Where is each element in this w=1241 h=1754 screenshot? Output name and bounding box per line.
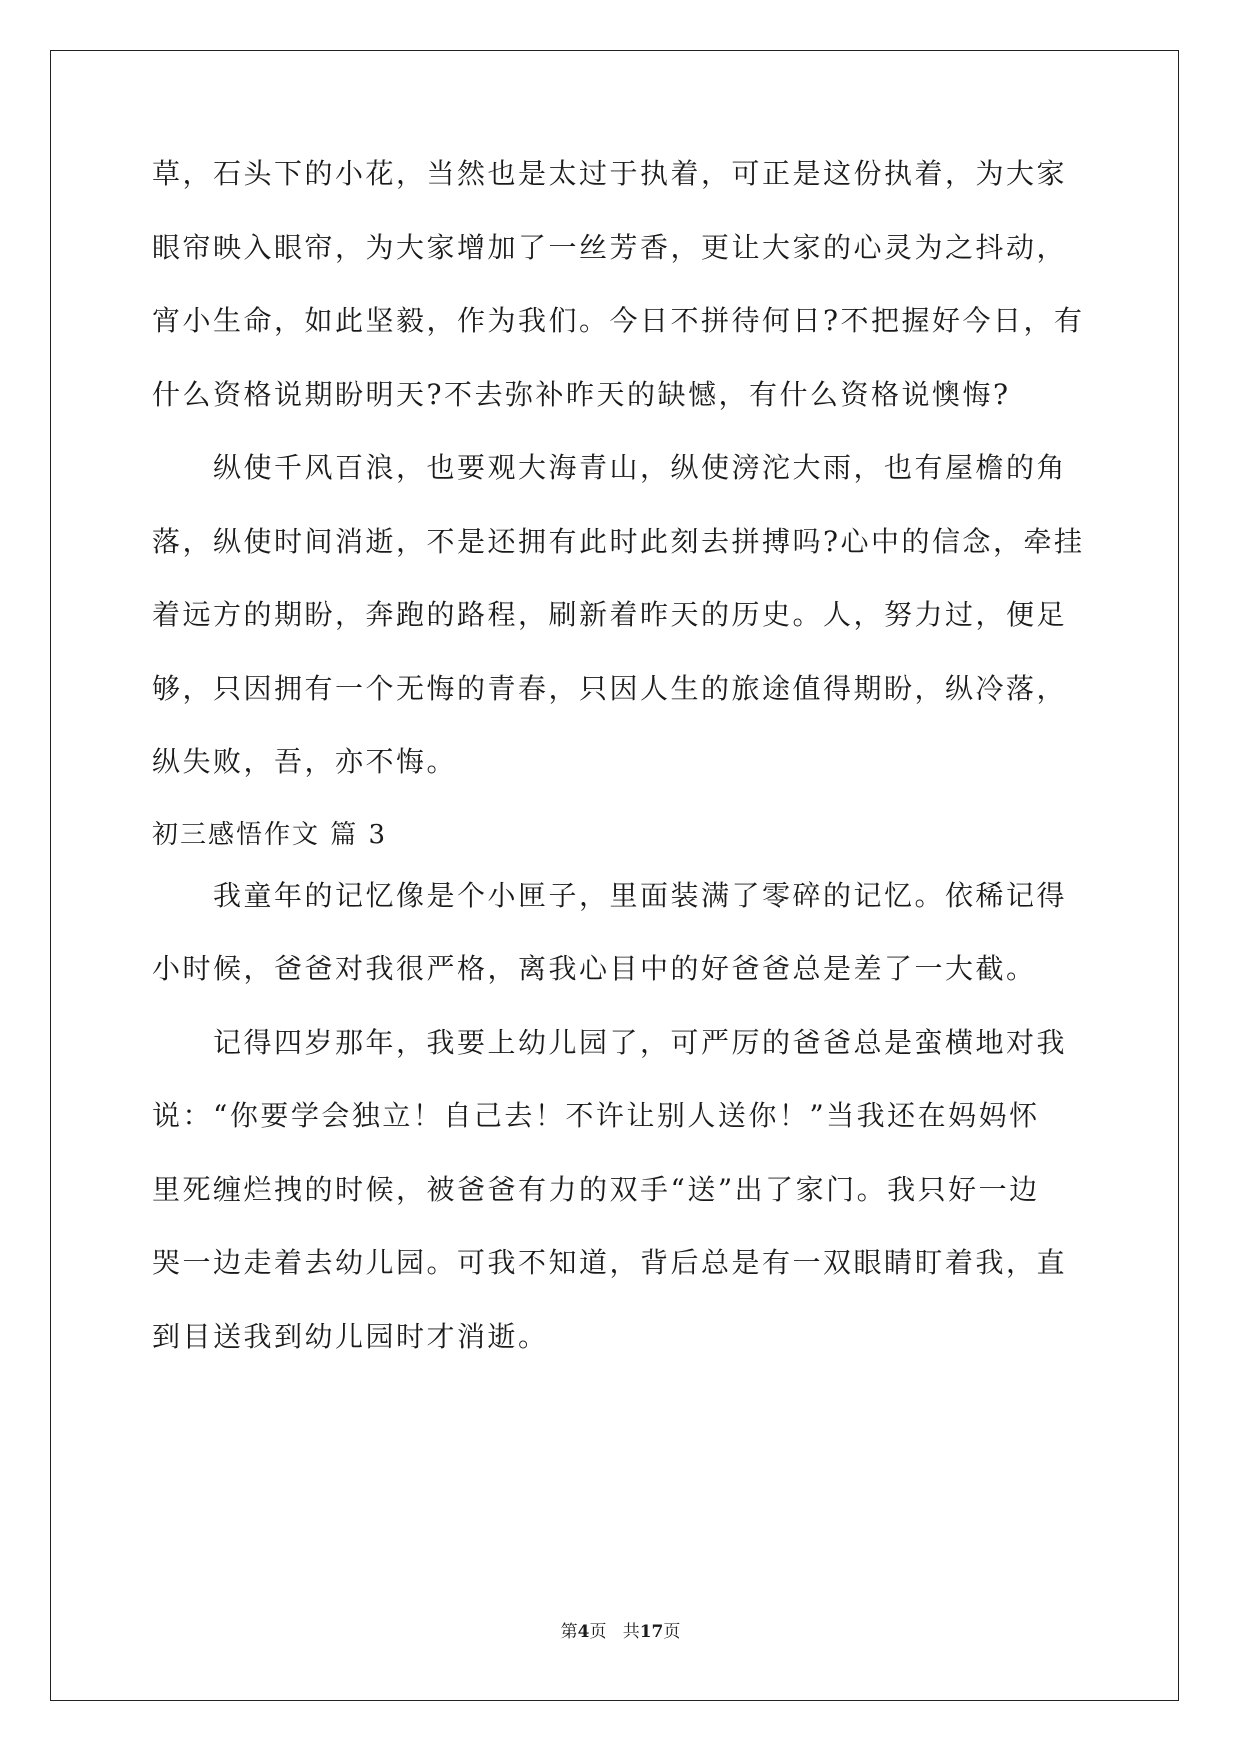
text-line: 落，纵使时间消逝，不是还拥有此时此刻去拼搏吗?心中的信念，牵挂 [152,524,1085,558]
text-line: 我童年的记忆像是个小匣子，里面装满了零碎的记忆。依稀记得 [152,878,1068,912]
footer-total-label: 页 [663,1622,681,1642]
section-heading: 初三感悟作文 篇 3 [152,819,388,850]
text-line: 眼帘映入眼帘，为大家增加了一丝芳香，更让大家的心灵为之抖动， [152,230,1068,264]
text-line: 宵小生命，如此坚毅，作为我们。今日不拼待何日?不把握好今日，有 [152,304,1085,337]
text-line: 哭一边走着去幼儿园。可我不知道，背后总是有一双眼睛盯着我，直 [152,1246,1068,1279]
text-line: 里死缠烂拽的时候，被爸爸有力的双手“送”出了家门。我只好一边 [152,1172,1040,1206]
text-line: 草，石头下的小花，当然也是太过于执着，可正是这份执着，为大家 [152,157,1068,190]
footer-total-pages: 17 [639,1622,664,1642]
text-line: 什么资格说期盼明天?不去弥补昨天的缺憾，有什么资格说懊悔? [152,377,1011,411]
text-line: 纵使千风百浪，也要观大海青山，纵使滂沱大雨，也有屋檐的角 [152,451,1068,484]
footer-prefix: 第 [560,1622,578,1642]
document-body [152,157,1087,1396]
text-line: 到目送我到幼儿园时才消逝。 [152,1319,549,1353]
text-line: 小时候，爸爸对我很严格，离我心目中的好爸爸总是差了一大截。 [152,952,1037,985]
page-footer [0,1622,1241,1642]
text-line: 说：“你要学会独立！自己去！不许让别人送你！”当我还在妈妈怀 [152,1099,1040,1132]
footer-page-number: 4 [577,1622,590,1642]
text-line: 记得四岁那年，我要上幼儿园了，可严厉的爸爸总是蛮横地对我 [152,1025,1068,1059]
footer-page-label: 页 [589,1622,607,1642]
text-line: 够，只因拥有一个无悔的青春，只因人生的旅途值得期盼，纵冷落， [152,671,1068,705]
footer-total-prefix: 共 [622,1622,640,1642]
text-line: 着远方的期盼，奔跑的路程，刷新着昨天的历史。人，努力过，便足 [152,598,1068,631]
text-line: 纵失败，吾，亦不悔。 [152,745,458,778]
